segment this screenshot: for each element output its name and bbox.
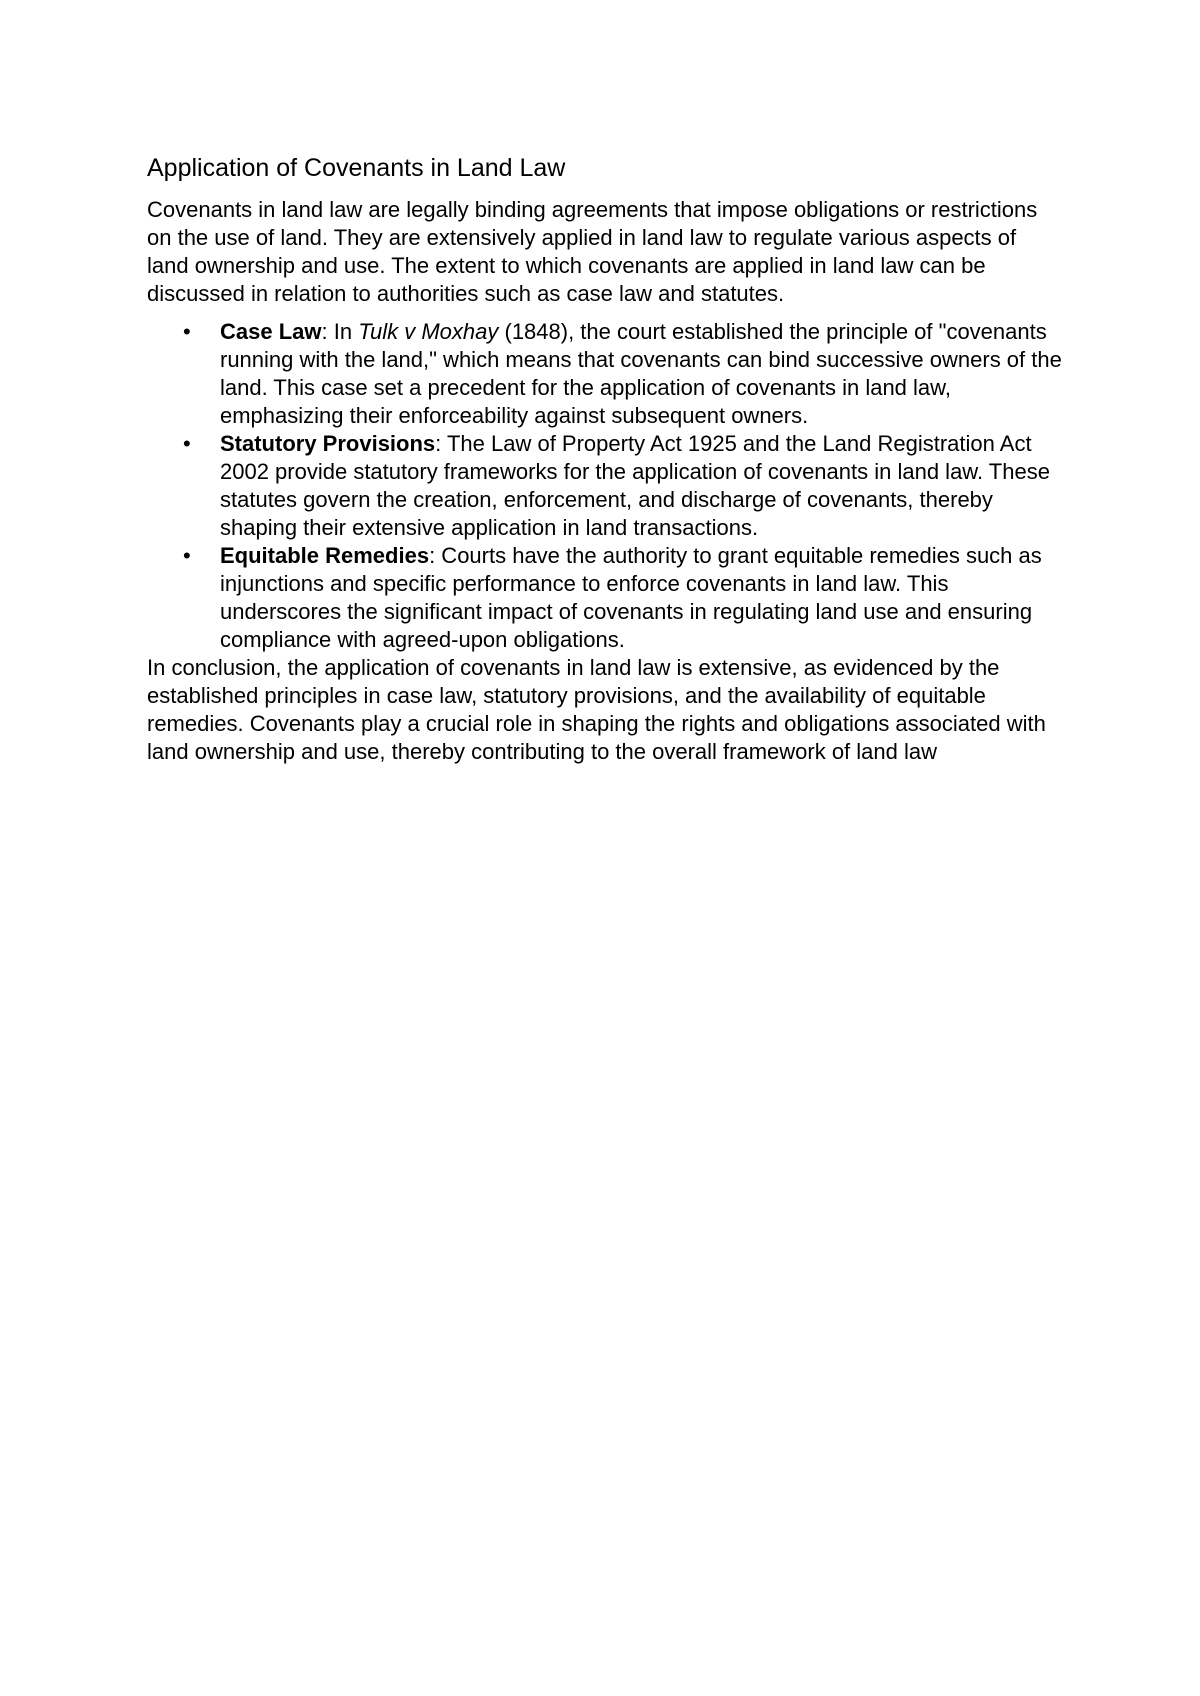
- bullet-icon: •: [183, 543, 191, 568]
- list-item-statutory-provisions: [147, 430, 1062, 542]
- list-item-text: (1848), the court established the principle of "covenants running with the land," which means that covenants can bind successive owners of the land. This case set a precedent for the application of covenants in land law, emphasizing their enforceability against subsequent owners.: [220, 319, 1062, 428]
- list-item-term: Statutory Provisions: [220, 431, 436, 456]
- document-title: Application of Covenants in Land Law: [147, 154, 566, 182]
- conclusion-paragraph: In conclusion, the application of covenants in land law is extensive, as evidenced by the established principles in case law, statutory provisions, and the availability of equitable remedies. Covenants play a crucial role in shaping the rights and obligations associated with land ownership and use, thereby contributing to the overall framework of land law: [147, 655, 1046, 764]
- bullet-icon: •: [183, 319, 191, 344]
- list-item-term: Case Law: [220, 319, 322, 344]
- intro-paragraph: Covenants in land law are legally binding agreements that impose obligations or restrictions on the use of land. They are extensively applied in land law to regulate various aspects of land ownership and use. The extent to which covenants are applied in land law can be discussed in relation to authorities such as case law and statutes.: [147, 197, 1038, 306]
- case-name: Tulk v Moxhay: [358, 319, 499, 344]
- document-page: [147, 152, 1062, 766]
- list-item-case-law: [147, 318, 1062, 430]
- list-item-text: : The Law of Property Act 1925 and the Land Registration Act 2002 provide statutory frameworks for the application of covenants in land law. These statutes govern the creation, enforcement, and discharge of covenants, thereby shaping their extensive application in land transactions.: [220, 431, 1050, 540]
- list-item-term: Equitable Remedies: [220, 543, 430, 568]
- list-item-equitable-remedies: [147, 542, 1062, 654]
- authorities-list: [147, 318, 1062, 654]
- list-item-text: : Courts have the authority to grant equitable remedies such as injunctions and specific performance to enforce covenants in land law. This underscores the significant impact of covenants in regulating land use and ensuring compliance with agreed-upon obligations.: [220, 543, 1042, 652]
- list-item-text: : In: [321, 319, 359, 344]
- bullet-icon: •: [183, 431, 191, 456]
